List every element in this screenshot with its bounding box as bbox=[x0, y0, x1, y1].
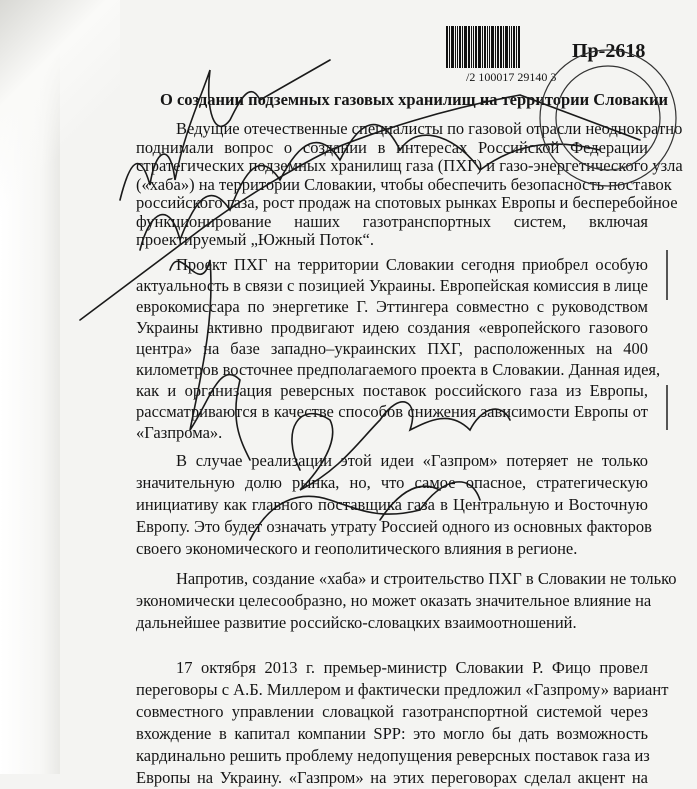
text-line: центра» на базе западно–украинских ПХГ, расположенных на 400 bbox=[136, 339, 648, 358]
barcode-bar bbox=[464, 26, 467, 68]
text-line: километров восточнее предполагаемого проекта в Словакии. Данная идея, bbox=[136, 360, 661, 379]
barcode-bar bbox=[451, 26, 454, 68]
barcode-bar bbox=[475, 26, 477, 68]
barcode-bar bbox=[449, 26, 450, 68]
text-line: вхождение в капитал компании SPP: это могло бы дать возможность bbox=[136, 724, 648, 743]
barcode-bar bbox=[484, 26, 486, 68]
scan-edge-mark bbox=[666, 385, 668, 430]
text-line: Напротив, создание «хаба» и строительство ПХГ в Словакии не только bbox=[176, 569, 677, 588]
barcode-bar bbox=[455, 26, 456, 68]
barcode-bar bbox=[511, 26, 512, 68]
barcode-bar bbox=[516, 26, 517, 68]
text-line: инициативу как главного поставщика газа в Центральную и Восточную bbox=[136, 495, 648, 514]
barcode-bar bbox=[491, 26, 494, 68]
paragraph-4 bbox=[136, 568, 677, 634]
paragraph-3 bbox=[136, 450, 652, 560]
text-line: («хаба») на территории Словакии, чтобы обеспечить безопасность поставок bbox=[136, 174, 672, 194]
text-line: «Газпрома». bbox=[136, 423, 223, 442]
document-title: О создании подземных газовых хранилищ на территории Словакии bbox=[160, 90, 669, 109]
barcode-bar bbox=[462, 26, 463, 68]
text-line: стратегических подземных хранилищ газа (ПХГ) и газо-энергетического узла bbox=[136, 156, 683, 175]
text-line: проектируемый „Южный Поток“. bbox=[136, 230, 374, 249]
barcode-bar bbox=[509, 26, 510, 68]
text-line: как и организация реверсных поставок российского газа из Европы, bbox=[136, 381, 648, 400]
text-line: своего экономического и геополитического влияния в регионе. bbox=[136, 539, 578, 558]
text-line: функционирование наших газотранспортных систем, включая bbox=[136, 211, 648, 231]
barcode-bar bbox=[478, 26, 481, 68]
text-line: Украины активно продвигают идею создания «европейского газового bbox=[136, 318, 648, 337]
text-line: кардинально решить проблему недопущения реверсных поставок газа из bbox=[136, 746, 650, 765]
barcode-bar bbox=[457, 26, 458, 68]
text-line: дальнейшее развитие российско-словацких взаимоотношений. bbox=[136, 613, 577, 632]
paragraph-2 bbox=[136, 254, 661, 443]
barcode-bar bbox=[513, 26, 515, 68]
barcode-bar bbox=[459, 26, 461, 68]
barcode-bar bbox=[500, 26, 502, 68]
barcode-bar bbox=[497, 26, 499, 68]
text-line: актуальность в связи с позицией Украины. Европейская комиссия в лице bbox=[136, 276, 648, 295]
text-line: еврокомиссара по энергетике Г. Эттингера совместно с руководством bbox=[136, 297, 648, 316]
barcode-number: /2 100017 29140 3 bbox=[466, 70, 557, 84]
barcode-bar bbox=[446, 26, 448, 68]
document-number: Пр-2618 bbox=[572, 40, 646, 62]
barcode-bar bbox=[487, 26, 488, 68]
barcode bbox=[446, 26, 524, 68]
paragraph-1 bbox=[136, 119, 683, 250]
text-line: экономически целесообразно, но может оказать значительное влияние на bbox=[136, 591, 652, 610]
paragraph-5 bbox=[136, 657, 669, 789]
barcode-bar bbox=[473, 26, 474, 68]
text-line: значительную долю рынка, но, что самое опасное, стратегическую bbox=[136, 473, 648, 492]
text-line: Европу. Это будет означать утрату Россией одного из основных факторов bbox=[136, 517, 652, 536]
text-line: Проект ПХГ на территории Словакии сегодня приобрел особую bbox=[176, 255, 648, 274]
text-line: В случае реализации этой идеи «Газпром» потеряет не только bbox=[176, 451, 648, 470]
scan-edge-mark bbox=[666, 250, 668, 300]
barcode-bar bbox=[468, 26, 470, 68]
barcode-bar bbox=[489, 26, 490, 68]
text-line: рассматриваются в качестве способов снижения зависимости Европы от bbox=[136, 402, 648, 421]
text-line: Ведущие отечественные специалисты по газовой отрасли неоднократно bbox=[176, 119, 683, 138]
text-line: совместного управлении словацкой газотранспортной системой через bbox=[136, 702, 648, 721]
barcode-bar bbox=[503, 26, 504, 68]
text-line: Европы на Украину. «Газпром» на этих переговорах сделал акцент на bbox=[136, 768, 648, 787]
barcode-bar bbox=[518, 26, 520, 68]
barcode-bar bbox=[495, 26, 496, 68]
text-line: поднимали вопрос о создании в интересах Российской Федерации bbox=[136, 137, 648, 157]
text-line: переговоры с А.Б. Миллером и фактически предложил «Газпрому» вариант bbox=[136, 680, 669, 699]
page-corner-fold bbox=[0, 0, 120, 240]
barcode-bar bbox=[482, 26, 483, 68]
barcode-bar bbox=[505, 26, 508, 68]
text-line: 17 октября 2013 г. премьер-министр Словакии Р. Фицо провел bbox=[176, 658, 648, 677]
barcode-bar bbox=[471, 26, 472, 68]
text-line: российского газа, рост продаж на спотовых рынках Европы и бесперебойное bbox=[136, 193, 678, 212]
